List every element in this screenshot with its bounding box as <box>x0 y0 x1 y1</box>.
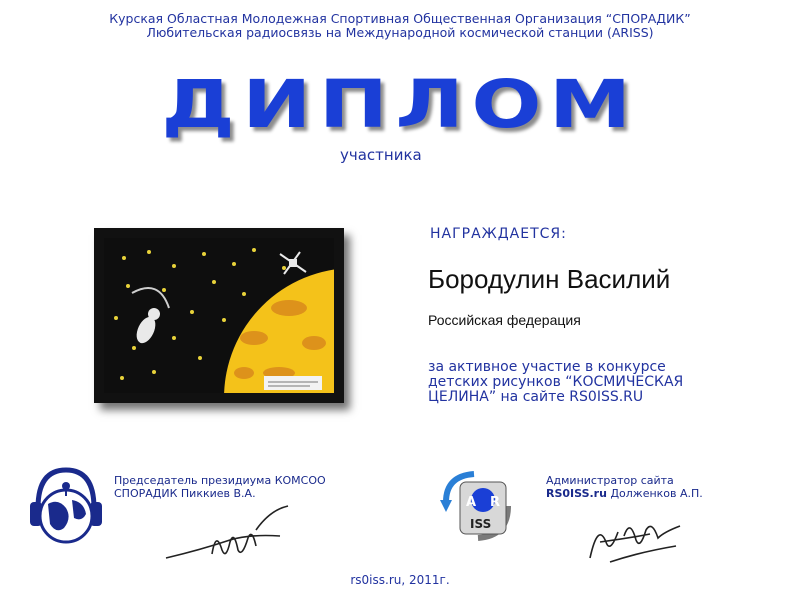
reason-line: ЦЕЛИНА” на сайте RS0ISS.RU <box>428 389 644 405</box>
diploma-subtitle: участника <box>340 146 422 164</box>
footer-text: rs0iss.ru, 2011г. <box>350 573 450 587</box>
recipient-country: Российская федерация <box>428 312 581 328</box>
left-title-line: Председатель президиума КОМСОО <box>114 474 326 487</box>
ariss-letter-r: R <box>490 495 501 510</box>
right-site: RS0ISS.ru <box>546 487 607 500</box>
ariss-letter-a: A <box>466 495 477 510</box>
left-signatory-title <box>114 474 326 500</box>
ariss-logo <box>432 466 522 548</box>
program-line: Любительская радиосвязь на Международной космической станции (ARISS) <box>146 25 654 40</box>
ariss-letters-iss: ISS <box>470 517 492 531</box>
child-space-drawing <box>104 238 334 393</box>
right-name: Долженков А.П. <box>610 487 703 500</box>
right-signatory-title <box>546 474 703 500</box>
reason-line: детских рисунков “КОСМИЧЕСКАЯ <box>428 374 684 390</box>
award-reason <box>428 360 788 405</box>
right-title-line2 <box>546 487 703 500</box>
reason-line: за активное участие в конкурсе <box>428 359 666 375</box>
recipient-name: Бородулин Василий <box>428 264 671 294</box>
drawing-frame <box>94 228 344 403</box>
globe-headphones-logo <box>26 464 106 552</box>
organization-line: Курская Областная Молодежная Спортивная Общественная Организация “СПОРАДИК” <box>109 11 691 26</box>
organization-header <box>0 12 800 40</box>
awarded-label: НАГРАЖДАЕТСЯ: <box>430 226 567 242</box>
right-signature <box>580 502 690 566</box>
right-title-line: Администратор сайта <box>546 474 674 487</box>
left-signature <box>160 500 300 570</box>
left-title-line: СПОРАДИК Пиккиев В.А. <box>114 487 256 500</box>
diploma-title: ДИПЛОМ <box>161 66 639 143</box>
